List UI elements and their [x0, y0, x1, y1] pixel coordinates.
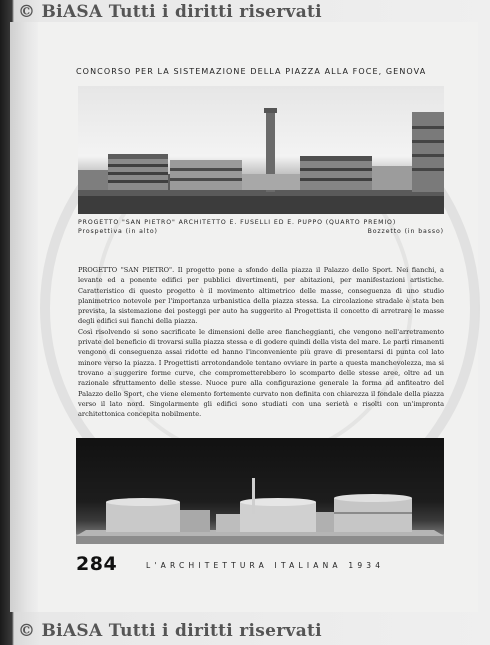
page-binding [10, 22, 40, 612]
perspective-photo [78, 86, 444, 214]
figure-subcaption [78, 228, 444, 237]
page-number: 284 [76, 553, 118, 575]
page-footer [76, 553, 446, 575]
watermark-top: © BiASA Tutti i diritti riservati [18, 2, 322, 22]
watermark-bottom: © BiASA Tutti i diritti riservati [18, 621, 322, 641]
figure-caption: PROGETTO "SAN PIETRO" ARCHITETTO E. FUSELLI ED E. PUPPO (QUARTO PREMIO) [78, 219, 397, 226]
page-title: CONCORSO PER LA SISTEMAZIONE DELLA PIAZZA ALLA FOCE, GENOVA [76, 67, 427, 76]
perspective-illustration [78, 86, 444, 214]
journal-name: L'ARCHITETTURA ITALIANA 1934 [146, 561, 385, 570]
model-photo [76, 438, 444, 544]
paragraph-2: Così risolvendo si sono sacrificate le dimensioni delle aree fiancheggianti, che vengono nell'arretramento private del beneficio di trovarsi sulla piazza stessa e di godere quindi della vista del mare. Le parti rimanenti vengono di conseguenza assai ridotte ed hanno l'inconveniente più grave di presentarsi di punta col lato minore verso la piazza. I Progettisti arrotondandole tentano ovviare in parte a questa manchevolezza, ma si trovano a suggerire forme curve, che comprometterebbero lo scomparto delle stesse aree, oltre ad un razionale sfruttamento delle stesse. Nuoce pure alla configurazione generale la forma ad anfiteatro del Palazzo dello Sport, che viene elemento fortemente curvato non definita con chiarezza il fondale della piazza verso il lato nord. Singolarmente gli edifici sono studiati con una serietà e risolti con un'impronta architettonica concepita nobilmente. [78, 327, 444, 419]
article-body [78, 265, 444, 419]
caption-model: Bozzetto (in basso) [367, 228, 444, 235]
model-illustration [76, 438, 444, 544]
paragraph-1: PROGETTO "SAN PIETRO". Il progetto pone a sfondo della piazza il Palazzo dello Sport. Nei fianchi, a levante ed a ponente edifici per pubblici divertimenti, per abitazioni, per manifestazioni artistiche. Caratteristico di questo progetto è il movimento altimetrico delle masse, conseguenza di uno studio planimetrico notevole per l'importanza urbanistica della piazza stessa. La circolazione stradale è stata ben prevista, la sistemazione dei posteggi per auto ha suggerito al Progettista il concetto di arretrare le masse degli edifici sui fianchi della piazza. [78, 266, 444, 326]
caption-perspective: Prospettiva (in alto) [78, 228, 158, 235]
